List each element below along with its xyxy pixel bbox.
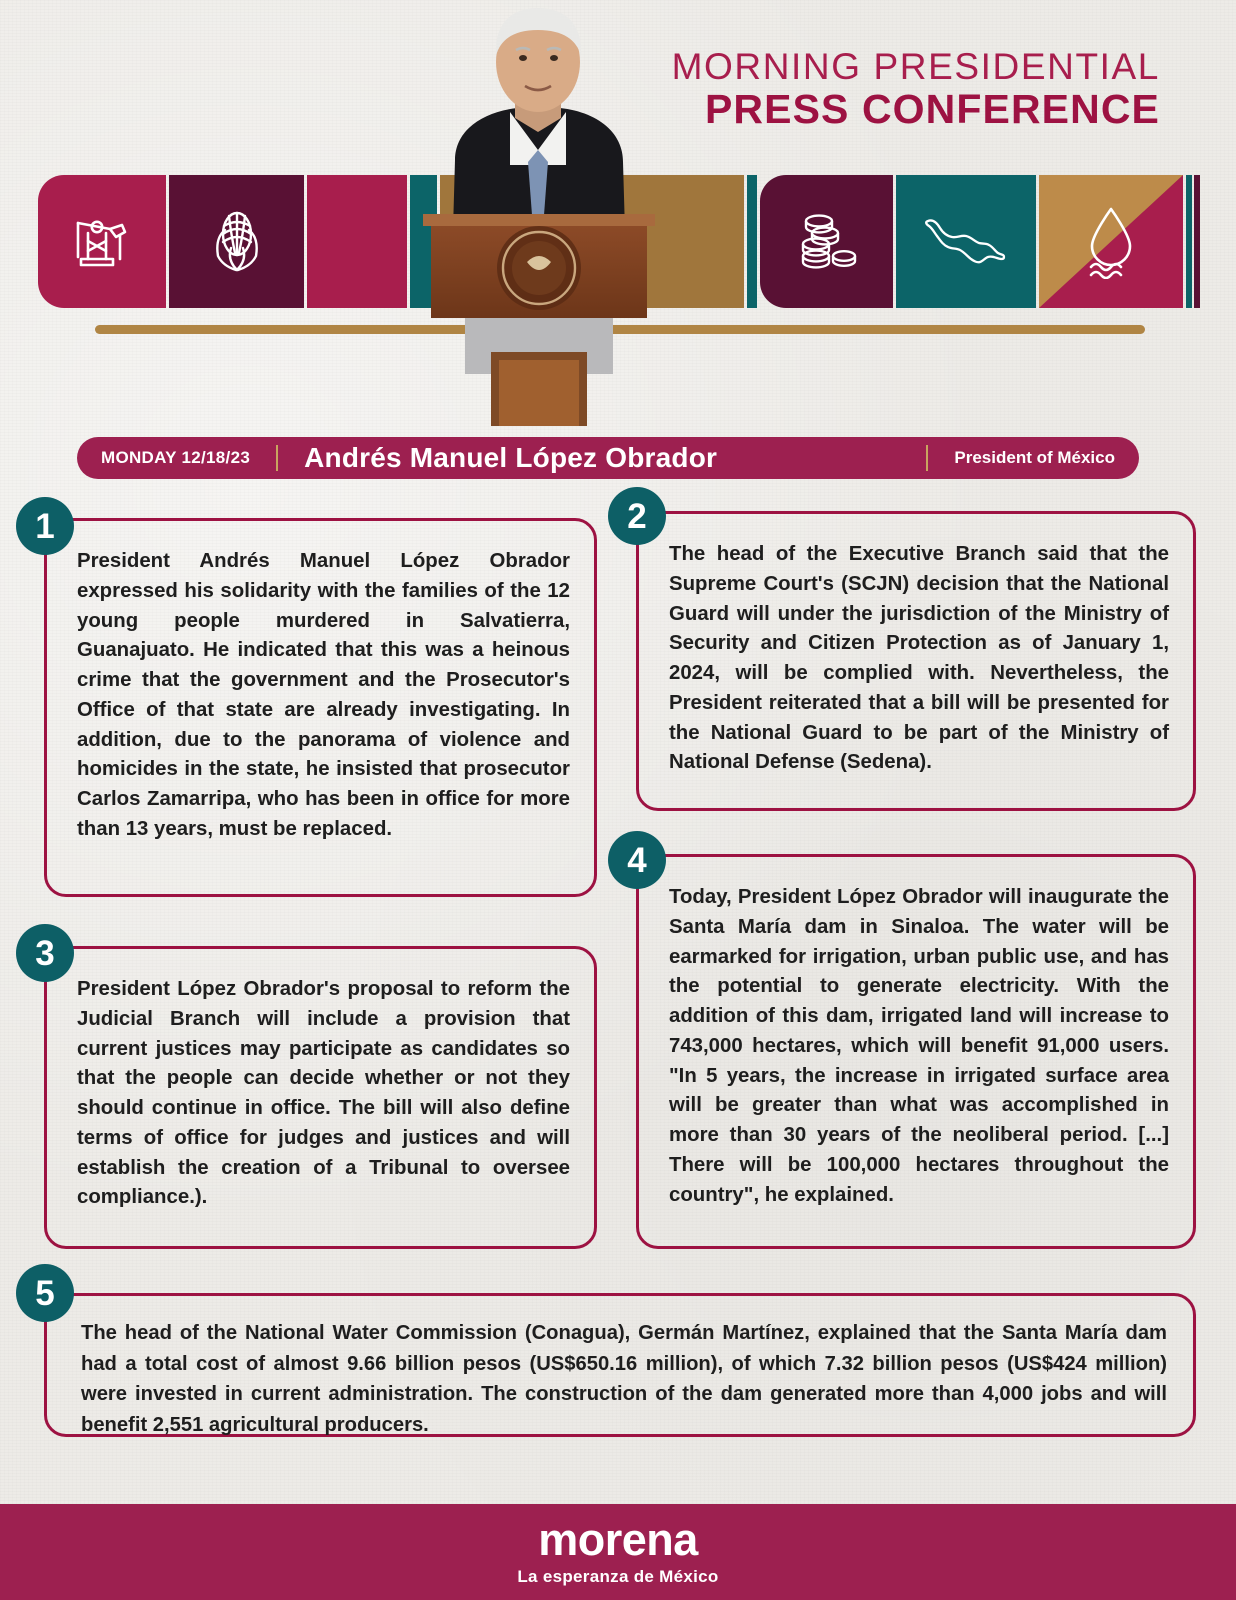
news-card-5-text: The head of the National Water Commission (Conagua), Germán Martínez, explained that the Santa María dam had a total cost of almost 9.66 billion pesos (US$650.16 million), of which 7.32 billion pesos (US$424 million) were invested in current administration. The construction of the dam generated more than 4,000 jobs and will benefit 2,551 agricultural producers.	[81, 1322, 1167, 1437]
oil-pumpjack-icon	[72, 211, 132, 273]
morena-logo-text: morena	[538, 1514, 698, 1565]
news-card-2	[636, 511, 1196, 811]
president-name: Andrés Manuel López Obrador	[304, 442, 718, 473]
news-card-5	[44, 1293, 1196, 1437]
news-card-4-text: Today, President López Obrador will inaugurate the Santa María dam in Sinaloa. The water will be earmarked for irrigation, urban public use, and has the potential to generate electricity. With the addition of this dam, irrigated land will increase to 743,000 hectares, which will benefit 91,000 users. "In 5 years, the increase in irrigated surface area will be greater than what was accomplished in more than 30 years of the neoliberal period. [...] There will be 100,000 hectares throughout the country", he explained.	[669, 886, 1169, 1206]
card-number-badge-4: 4	[608, 831, 666, 889]
news-card-3	[44, 946, 597, 1249]
corn-icon	[209, 208, 265, 276]
header	[0, 0, 1236, 420]
water-drop-icon	[1083, 205, 1139, 279]
card-number-badge-1: 1	[16, 497, 74, 555]
news-card-3-text: President López Obrador's proposal to reform the Judicial Branch will include a provision that current justices may participate as candidates so that the people can decide whether or not they should continue in office. The bill will also define terms of office for judges and justices and will establish the creation of a Tribunal to oversee compliance.).	[77, 978, 570, 1209]
icon-cell-water	[1039, 175, 1183, 308]
header-title-line1: MORNING PRESIDENTIAL	[671, 46, 1160, 87]
card-number-badge-5: 5	[16, 1264, 74, 1322]
conference-date: MONDAY 12/18/23	[101, 448, 251, 467]
icon-cell-coins	[760, 175, 893, 308]
news-card-4	[636, 854, 1196, 1249]
news-card-1-text: President Andrés Manuel López Obrador expressed his solidarity with the families of the 12 young people murdered in Salvatierra, Guanajuato. He indicated that this was a heinous crime that the government and the Prosecutor's Office of that state are already investigating. In addition, due to the panorama of violence and homicides in the state, he insisted that prosecutor Carlos Zamarripa, who has been in office for more than 13 years, must be replaced.	[77, 550, 570, 841]
news-card-2-text: The head of the Executive Branch said that the Supreme Court's (SCJN) decision that the National Guard will under the jurisdiction of the Ministry of Security and Citizen Protection as of January 1, 2024, will be complied with. Nevertheless, the President reiterated that a bill will be presented for the National Guard to be part of the Ministry of National Defense (Sedena).	[669, 543, 1169, 774]
header-title-line2: PRESS CONFERENCE	[704, 85, 1160, 132]
president-role: President of México	[954, 448, 1115, 467]
namebar-divider-2	[926, 445, 928, 471]
president-name-bar	[77, 437, 1139, 479]
news-card-1	[44, 518, 597, 897]
icon-cell-corn	[169, 175, 304, 308]
coins-icon	[794, 211, 860, 273]
icon-cell-edge-maroon	[1194, 175, 1200, 308]
header-title-block	[672, 48, 1160, 133]
icon-cell-map	[896, 175, 1036, 308]
card-number-badge-2: 2	[608, 487, 666, 545]
morena-tagline: La esperanza de México	[517, 1567, 719, 1586]
card-number-badge-3: 3	[16, 924, 74, 982]
icon-cell-oil	[38, 175, 166, 308]
namebar-divider-1	[276, 445, 278, 471]
mexico-map-icon	[924, 214, 1008, 270]
footer	[0, 1504, 1236, 1600]
icon-cell-edge-teal	[1186, 175, 1192, 308]
